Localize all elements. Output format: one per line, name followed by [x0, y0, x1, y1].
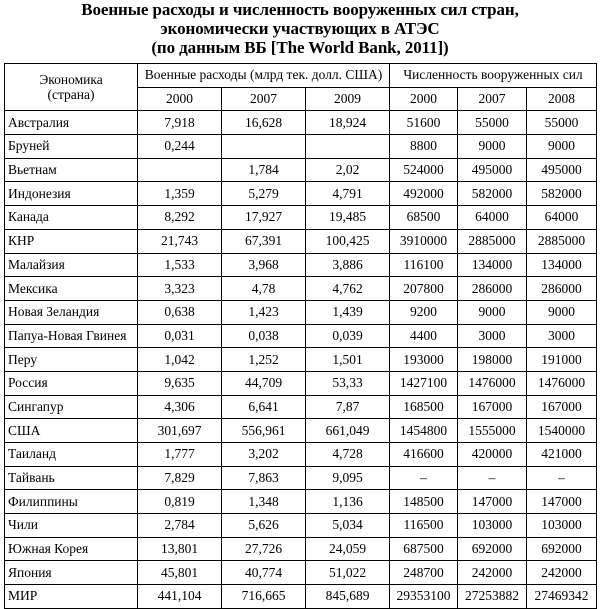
spending-value-cell: 1,136 — [306, 490, 390, 514]
spending-value-cell — [306, 135, 390, 159]
spending-value-cell: 1,042 — [138, 348, 222, 372]
forces-value-cell: 524000 — [390, 158, 458, 182]
spending-value-cell: 3,886 — [306, 253, 390, 277]
forces-value-cell: 582000 — [527, 182, 597, 206]
forces-value-cell: – — [390, 466, 458, 490]
forces-value-cell: 492000 — [390, 182, 458, 206]
table-row — [5, 490, 597, 514]
header-row-1 — [5, 64, 597, 88]
spending-value-cell: 0,038 — [222, 324, 306, 348]
title-line-3: (по данным ВБ [The World Bank, 2011]) — [151, 38, 449, 57]
spending-value-cell: 4,791 — [306, 182, 390, 206]
spending-value-cell: 2,02 — [306, 158, 390, 182]
spending-value-cell: 661,049 — [306, 419, 390, 443]
spending-value-cell: 27,726 — [222, 537, 306, 561]
header-economy-line-2: (страна) — [47, 87, 95, 103]
economy-name-cell: США — [5, 419, 138, 443]
table-row — [5, 229, 597, 253]
header-spending-year: 2000 — [138, 87, 222, 111]
table-row — [5, 514, 597, 538]
spending-value-cell: 9,095 — [306, 466, 390, 490]
economy-name-cell: Чили — [5, 514, 138, 538]
forces-value-cell: 416600 — [390, 443, 458, 467]
forces-value-cell: 148500 — [390, 490, 458, 514]
spending-value-cell: 1,439 — [306, 300, 390, 324]
forces-value-cell: 55000 — [527, 111, 597, 135]
forces-value-cell: 1476000 — [527, 371, 597, 395]
header-spending-year: 2009 — [306, 87, 390, 111]
forces-value-cell: 9000 — [527, 135, 597, 159]
header-spending-year: 2007 — [222, 87, 306, 111]
spending-value-cell: 2,784 — [138, 514, 222, 538]
forces-value-cell: 55000 — [458, 111, 527, 135]
forces-value-cell: 64000 — [458, 206, 527, 230]
spending-value-cell: 1,359 — [138, 182, 222, 206]
header-economy-line-1: Экономика — [39, 72, 103, 88]
spending-value-cell: 7,829 — [138, 466, 222, 490]
forces-value-cell: 286000 — [527, 277, 597, 301]
forces-value-cell: 4400 — [390, 324, 458, 348]
forces-value-cell: 116500 — [390, 514, 458, 538]
forces-value-cell: 147000 — [527, 490, 597, 514]
table-row — [5, 395, 597, 419]
spending-value-cell: 1,252 — [222, 348, 306, 372]
forces-value-cell: 9000 — [458, 300, 527, 324]
forces-value-cell: 692000 — [527, 537, 597, 561]
header-forces-year: 2007 — [458, 87, 527, 111]
economy-name-cell: КНР — [5, 229, 138, 253]
table-row — [5, 182, 597, 206]
spending-value-cell: 45,801 — [138, 561, 222, 585]
economy-name-cell: Тайвань — [5, 466, 138, 490]
forces-value-cell: 168500 — [390, 395, 458, 419]
forces-value-cell: 51600 — [390, 111, 458, 135]
spending-value-cell: 17,927 — [222, 206, 306, 230]
economy-name-cell: Россия — [5, 371, 138, 395]
forces-value-cell: 167000 — [458, 395, 527, 419]
forces-value-cell: 1476000 — [458, 371, 527, 395]
spending-value-cell: 19,485 — [306, 206, 390, 230]
forces-value-cell: 147000 — [458, 490, 527, 514]
forces-value-cell: 3000 — [458, 324, 527, 348]
table-row — [5, 419, 597, 443]
spending-value-cell: 18,924 — [306, 111, 390, 135]
economy-name-cell: Вьетнам — [5, 158, 138, 182]
spending-value-cell: 7,863 — [222, 466, 306, 490]
economy-name-cell: Австралия — [5, 111, 138, 135]
forces-value-cell: 248700 — [390, 561, 458, 585]
spending-value-cell: 53,33 — [306, 371, 390, 395]
header-economy — [5, 64, 138, 111]
spending-value-cell: 44,709 — [222, 371, 306, 395]
forces-value-cell: 8800 — [390, 135, 458, 159]
forces-value-cell: 421000 — [527, 443, 597, 467]
economy-name-cell: Бруней — [5, 135, 138, 159]
header-forces-year: 2000 — [390, 87, 458, 111]
table-row — [5, 324, 597, 348]
spending-value-cell: 0,039 — [306, 324, 390, 348]
spending-value-cell: 0,244 — [138, 135, 222, 159]
forces-value-cell: 68500 — [390, 206, 458, 230]
economy-name-cell: МИР — [5, 585, 138, 609]
economy-name-cell: Индонезия — [5, 182, 138, 206]
table-row — [5, 253, 597, 277]
spending-value-cell: 7,87 — [306, 395, 390, 419]
table-row — [5, 585, 597, 609]
forces-value-cell: 27253882 — [458, 585, 527, 609]
title-line-1: Военные расходы и численность вооруженных сил стран, — [81, 0, 519, 19]
table-row — [5, 537, 597, 561]
table-row — [5, 300, 597, 324]
spending-value-cell: 0,819 — [138, 490, 222, 514]
spending-value-cell: 9,635 — [138, 371, 222, 395]
spending-value-cell — [222, 135, 306, 159]
spending-value-cell: 845,689 — [306, 585, 390, 609]
spending-value-cell: 0,638 — [138, 300, 222, 324]
forces-value-cell: 2885000 — [458, 229, 527, 253]
forces-value-cell: 286000 — [458, 277, 527, 301]
spending-value-cell: 4,728 — [306, 443, 390, 467]
forces-value-cell: 3910000 — [390, 229, 458, 253]
spending-value-cell: 0,031 — [138, 324, 222, 348]
forces-value-cell: 207800 — [390, 277, 458, 301]
spending-value-cell: 4,306 — [138, 395, 222, 419]
spending-value-cell: 24,059 — [306, 537, 390, 561]
forces-value-cell: 495000 — [527, 158, 597, 182]
table-row — [5, 466, 597, 490]
economy-name-cell: Папуа-Новая Гвинея — [5, 324, 138, 348]
table-row — [5, 277, 597, 301]
spending-value-cell: 3,202 — [222, 443, 306, 467]
economy-name-cell: Таиланд — [5, 443, 138, 467]
forces-value-cell: 582000 — [458, 182, 527, 206]
spending-value-cell: 1,777 — [138, 443, 222, 467]
table-row — [5, 135, 597, 159]
spending-value-cell: 13,801 — [138, 537, 222, 561]
spending-value-cell: 3,968 — [222, 253, 306, 277]
economy-name-cell: Южная Корея — [5, 537, 138, 561]
spending-value-cell: 5,279 — [222, 182, 306, 206]
spending-value-cell: 1,501 — [306, 348, 390, 372]
forces-value-cell: 134000 — [458, 253, 527, 277]
spending-value-cell: 5,034 — [306, 514, 390, 538]
table-row — [5, 158, 597, 182]
spending-value-cell: 16,628 — [222, 111, 306, 135]
forces-value-cell: 134000 — [527, 253, 597, 277]
table-row — [5, 561, 597, 585]
forces-value-cell: 692000 — [458, 537, 527, 561]
spending-value-cell — [138, 158, 222, 182]
forces-value-cell: 495000 — [458, 158, 527, 182]
table-row — [5, 371, 597, 395]
spending-value-cell: 1,784 — [222, 158, 306, 182]
forces-value-cell: 1555000 — [458, 419, 527, 443]
forces-value-cell: 9000 — [458, 135, 527, 159]
forces-value-cell: 9200 — [390, 300, 458, 324]
spending-value-cell: 556,961 — [222, 419, 306, 443]
forces-value-cell: 198000 — [458, 348, 527, 372]
table-row — [5, 111, 597, 135]
forces-value-cell: – — [527, 466, 597, 490]
forces-value-cell: 1427100 — [390, 371, 458, 395]
table-row — [5, 348, 597, 372]
economy-name-cell: Мексика — [5, 277, 138, 301]
table-row — [5, 443, 597, 467]
forces-value-cell: 9000 — [527, 300, 597, 324]
header-military-spending: Военные расходы (млрд тек. долл. США) — [138, 64, 390, 88]
spending-value-cell: 1,533 — [138, 253, 222, 277]
forces-value-cell: – — [458, 466, 527, 490]
spending-value-cell: 1,348 — [222, 490, 306, 514]
spending-value-cell: 301,697 — [138, 419, 222, 443]
economy-name-cell: Япония — [5, 561, 138, 585]
forces-value-cell: 1454800 — [390, 419, 458, 443]
spending-value-cell: 716,665 — [222, 585, 306, 609]
spending-value-cell: 40,774 — [222, 561, 306, 585]
forces-value-cell: 1540000 — [527, 419, 597, 443]
data-table — [4, 63, 597, 609]
forces-value-cell: 687500 — [390, 537, 458, 561]
forces-value-cell: 191000 — [527, 348, 597, 372]
economy-name-cell: Новая Зеландия — [5, 300, 138, 324]
spending-value-cell: 7,918 — [138, 111, 222, 135]
economy-name-cell: Сингапур — [5, 395, 138, 419]
forces-value-cell: 420000 — [458, 443, 527, 467]
forces-value-cell: 116100 — [390, 253, 458, 277]
spending-value-cell: 4,762 — [306, 277, 390, 301]
spending-value-cell: 441,104 — [138, 585, 222, 609]
economy-name-cell: Перу — [5, 348, 138, 372]
spending-value-cell: 4,78 — [222, 277, 306, 301]
spending-value-cell: 100,425 — [306, 229, 390, 253]
economy-name-cell: Филиппины — [5, 490, 138, 514]
table-row — [5, 206, 597, 230]
economy-name-cell: Малайзия — [5, 253, 138, 277]
spending-value-cell: 3,323 — [138, 277, 222, 301]
forces-value-cell: 167000 — [527, 395, 597, 419]
forces-value-cell: 103000 — [458, 514, 527, 538]
forces-value-cell: 193000 — [390, 348, 458, 372]
title-line-2: экономически участвующих в АТЭС — [160, 19, 440, 38]
spending-value-cell: 1,423 — [222, 300, 306, 324]
spending-value-cell: 21,743 — [138, 229, 222, 253]
spending-value-cell: 8,292 — [138, 206, 222, 230]
table-title — [0, 0, 600, 60]
forces-value-cell: 27469342 — [527, 585, 597, 609]
spending-value-cell: 5,626 — [222, 514, 306, 538]
forces-value-cell: 2885000 — [527, 229, 597, 253]
forces-value-cell: 242000 — [458, 561, 527, 585]
spending-value-cell: 51,022 — [306, 561, 390, 585]
spending-value-cell: 6,641 — [222, 395, 306, 419]
spending-value-cell: 67,391 — [222, 229, 306, 253]
forces-value-cell: 29353100 — [390, 585, 458, 609]
header-armed-forces: Численность вооруженных сил — [390, 64, 597, 88]
forces-value-cell: 3000 — [527, 324, 597, 348]
header-forces-year: 2008 — [527, 87, 597, 111]
table-body — [5, 111, 597, 608]
forces-value-cell: 103000 — [527, 514, 597, 538]
economy-name-cell: Канада — [5, 206, 138, 230]
forces-value-cell: 242000 — [527, 561, 597, 585]
forces-value-cell: 64000 — [527, 206, 597, 230]
